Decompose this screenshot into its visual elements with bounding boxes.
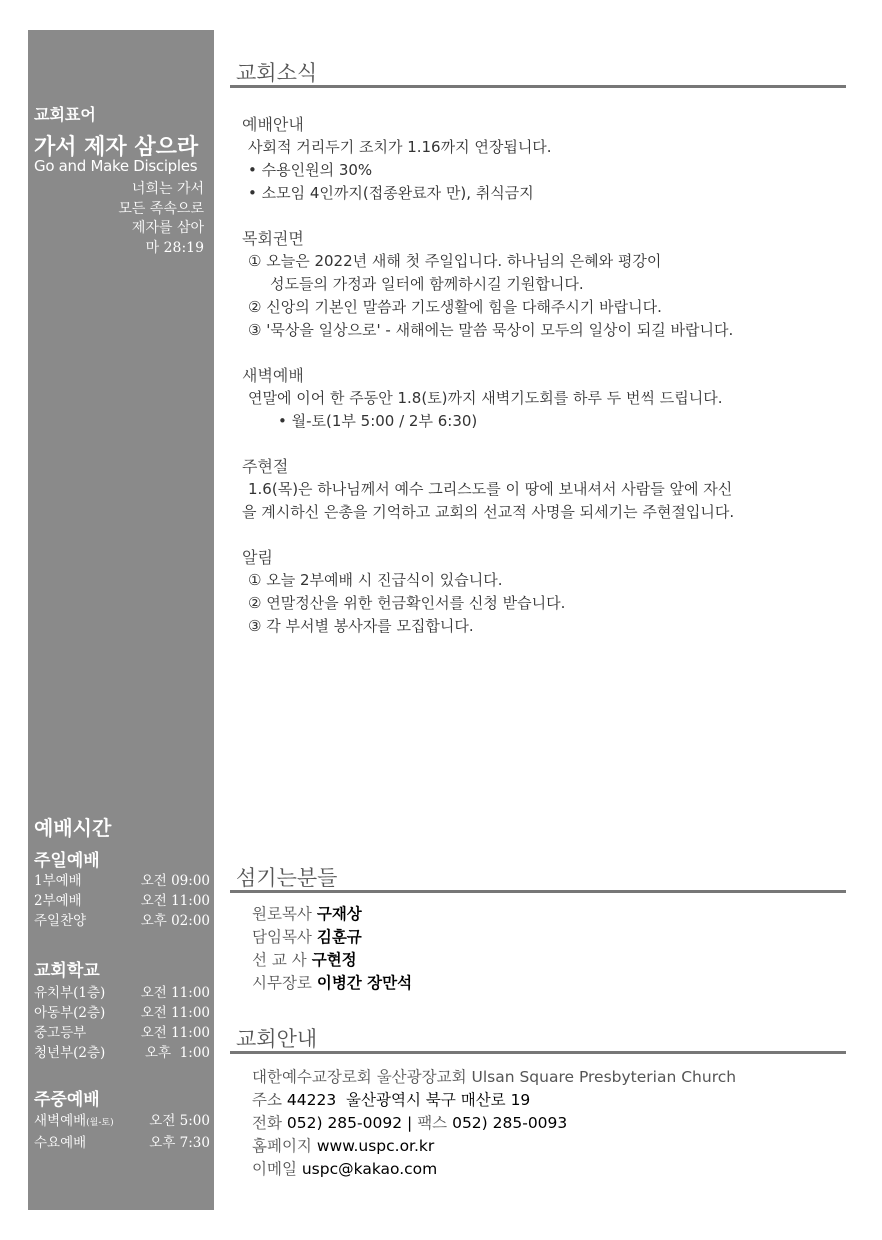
motto-verse-line: 제자를 삼아 xyxy=(131,220,204,236)
church-info xyxy=(252,1066,736,1181)
midweek-worship-title: 주중예배 xyxy=(34,1090,100,1110)
divider xyxy=(230,1051,846,1054)
motto-label: 교회표어 xyxy=(34,105,96,124)
notice-line: • 수용인원의 30% xyxy=(248,161,373,179)
worship-notice-block xyxy=(242,113,842,205)
service-row: 청년부(2층) 오후 1:00 xyxy=(34,1045,210,1061)
block-title: 새벽예배 xyxy=(242,366,304,385)
homepage-row: 홈페이지 www.uspc.or.kr xyxy=(252,1137,435,1155)
block-title: 주현절 xyxy=(242,457,289,476)
staff-row: 담임목사 김훈규 xyxy=(252,928,362,946)
staff-row: 시무장로 이병간 장만석 xyxy=(252,974,413,992)
divider xyxy=(230,890,846,893)
phone-row: 전화 052) 285-0092 | 팩스 052) 285-0093 xyxy=(252,1114,568,1132)
staff-list xyxy=(252,903,412,995)
notice-line: ① 오늘 2부예배 시 진급식이 있습니다. xyxy=(248,571,503,589)
notice-line: ② 연말정산을 위한 헌금확인서를 신청 받습니다. xyxy=(248,594,566,612)
address-row: 주소 44223 울산광역시 북구 매산로 19 xyxy=(252,1091,531,1109)
staff-row: 원로목사 구재상 xyxy=(252,905,362,923)
divider xyxy=(230,85,846,88)
service-row: 1부예배 오전 09:00 xyxy=(34,873,210,889)
notice-line: ③ '묵상을 일상으로' - 새해에는 말씀 묵상이 모두의 일상이 되길 바랍니다. xyxy=(248,321,734,339)
notice-line: 성도들의 가정과 일터에 함께하시길 기원합니다. xyxy=(270,275,584,293)
block-title: 목회권면 xyxy=(242,229,304,248)
church-info-heading: 교회안내 xyxy=(236,1023,846,1053)
motto-verse-reference: 마 28:19 xyxy=(145,239,204,256)
staff-row: 선 교 사 구현정 xyxy=(252,951,357,969)
staff-section-heading: 섬기는분들 xyxy=(236,862,846,892)
notice-line: • 월-토(1부 5:00 / 2부 6:30) xyxy=(278,412,478,430)
service-row: 유치부(1층) 오전 11:00 xyxy=(34,985,210,1001)
announcement-block xyxy=(242,546,842,638)
motto-verse-line: 모든 족속으로 xyxy=(118,200,204,217)
service-row: 아동부(2층) 오전 11:00 xyxy=(34,1005,210,1021)
notice-line: 을 계시하신 은총을 기억하고 교회의 선교적 사명을 되세기는 주현절입니다. xyxy=(242,503,735,521)
notice-line: 1.6(목)은 하나님께서 예수 그리스도를 이 땅에 보내셔서 사람들 앞에 자신 xyxy=(248,480,733,498)
email-link[interactable]: uspc@kakao.com xyxy=(301,1160,438,1178)
dawn-prayer-block xyxy=(242,364,842,433)
homepage-link[interactable]: www.uspc.or.kr xyxy=(316,1137,435,1155)
service-row: 수요예배 오후 7:30 xyxy=(34,1135,210,1151)
motto-title: 가서 제자 삼으라 xyxy=(34,135,199,160)
block-title: 예배안내 xyxy=(242,115,304,134)
motto-verse xyxy=(118,180,204,258)
notice-line: 연말에 이어 한 주동안 1.8(토)까지 새벽기도회를 하루 두 번씩 드립니다. xyxy=(248,389,723,407)
notice-line: ③ 각 부서별 봉사자를 모집합니다. xyxy=(248,617,474,635)
sidebar xyxy=(28,30,214,1210)
block-title: 알림 xyxy=(242,548,273,567)
notice-line: ① 오늘은 2022년 새해 첫 주일입니다. 하나님의 은혜와 평강이 xyxy=(248,252,662,270)
pastoral-block xyxy=(242,227,842,342)
church-name: 대한예수교장로회 울산광장교회 Ulsan Square Presbyterian Church xyxy=(252,1068,737,1086)
service-row: 주일찬양 오후 02:00 xyxy=(34,913,210,929)
church-school-title: 교회학교 xyxy=(34,961,100,981)
notice-line: 사회적 거리두기 조치가 1.16까지 연장됩니다. xyxy=(248,138,552,156)
service-row: 새벽예배(월-토) 오전 5:00 xyxy=(34,1113,210,1129)
worship-times-title: 예배시간 xyxy=(34,816,112,840)
motto-verse-line: 너희는 가서 xyxy=(131,181,204,197)
notice-line: ② 신앙의 기본인 말씀과 기도생활에 힘을 다해주시기 바랍니다. xyxy=(248,298,662,316)
news-content xyxy=(242,113,842,660)
sunday-worship-title: 주일예배 xyxy=(34,851,100,871)
church-school-list xyxy=(34,983,210,1063)
service-row: 2부예배 오전 11:00 xyxy=(34,893,210,909)
sunday-worship-list xyxy=(34,871,210,931)
service-row: 중고등부 오전 11:00 xyxy=(34,1025,210,1041)
epiphany-block xyxy=(242,455,842,524)
news-section-heading: 교회소식 xyxy=(236,57,846,87)
notice-line: • 소모임 4인까지(접종완료자 만), 취식금지 xyxy=(248,184,534,202)
midweek-worship-list xyxy=(34,1111,210,1153)
email-row: 이메일 uspc@kakao.com xyxy=(252,1160,438,1178)
motto-english: Go and Make Disciples xyxy=(34,157,198,175)
